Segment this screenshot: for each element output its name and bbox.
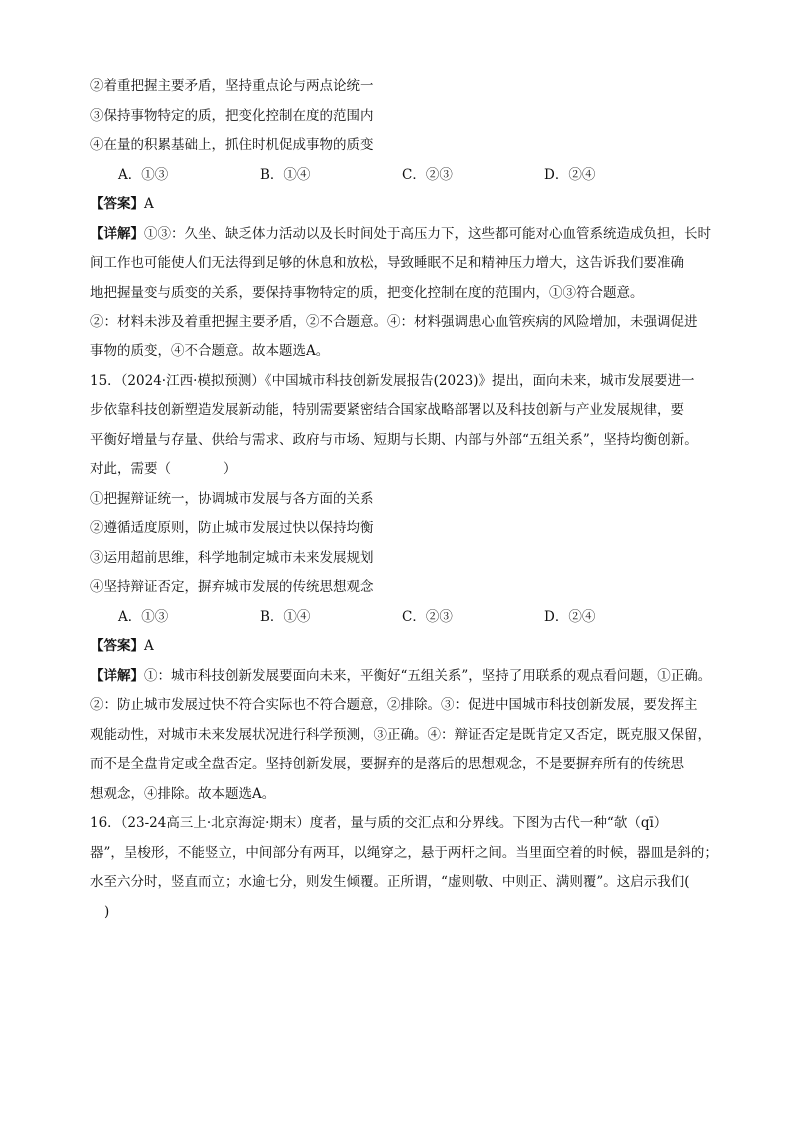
- q16-stem-line-3: 水至六分时，竖直而立；水逾七分，则发生倾覆。正所谓，“虚则敬、中则正、满则覆”。这启示我们(: [90, 874, 690, 890]
- q15-detail-line-5: 想观念，④排除。故本题选A。: [90, 786, 276, 802]
- q15-item-4: ④坚持辩证否定，摒弃城市发展的传统思想观念: [90, 579, 374, 595]
- q14-option-a: A．①③: [118, 167, 169, 183]
- q15-detail-line-2: ②：防止城市发展过快不符合实际也不符合题意，②排除。③：促进中国城市科技创新发展，要发挥主: [90, 697, 698, 713]
- q15-prompt: 对此，需要（ ）: [90, 461, 237, 477]
- q14-item-2: ②着重把握主要矛盾，坚持重点论与两点论统一: [90, 78, 374, 94]
- q15-option-c: C．②③: [402, 609, 453, 625]
- q14-options: [118, 166, 686, 184]
- q15-option-a: A．①③: [118, 609, 169, 625]
- q15-option-d: D．②④: [544, 609, 596, 625]
- q14-option-b: B．①④: [260, 167, 311, 183]
- q14-option-c: C．②③: [402, 167, 453, 183]
- detail-label: 【详解】: [90, 226, 144, 242]
- answer-label: 【答案】: [90, 638, 144, 654]
- q15-stem-line-1: 15．（2024·江西·模拟预测）《中国城市科技创新发展报告(2023)》提出，面向未来，城市发展要进一: [90, 373, 695, 389]
- q14-item-3: ③保持事物特定的质，把变化控制在度的范围内: [90, 108, 374, 124]
- q15-item-2: ②遵循适度原则，防止城市发展过快以保持均衡: [90, 520, 374, 536]
- q15-option-b: B．①④: [260, 609, 311, 625]
- q16-stem-line-2: 器”，呈梭形，不能竖立，中间部分有两耳，以绳穿之，悬于两杆之间。当里面空着的时候，器皿是斜的；: [90, 845, 718, 861]
- answer-value: A: [144, 196, 154, 212]
- q16-stem-line-1: 16．（23-24高三上·北京海淀·期末）度者，量与质的交汇点和分界线。下图为古代一种“欹（qī）: [90, 815, 668, 831]
- q14-answer: [90, 195, 154, 213]
- answer-label: 【答案】: [90, 196, 144, 212]
- q15-stem-line-3: 平衡好增量与存量、供给与需求、政府与市场、短期与长期、内部与外部“五组关系”，坚持均衡创新。: [90, 432, 698, 448]
- q14-detail-line-5: 事物的质变，④不合题意。故本题选A。: [90, 343, 330, 359]
- q15-item-1: ①把握辩证统一，协调城市发展与各方面的关系: [90, 491, 374, 507]
- q15-detail-line-1: 【详解】①：城市科技创新发展要面向未来，平衡好“五组关系”，坚持了用联系的观点看问题，①正确。: [90, 668, 712, 684]
- q14-item-4: ④在量的积累基础上，抓住时机促成事物的质变: [90, 137, 374, 153]
- q14-detail-line-3: 地把握量变与质变的关系，要保持事物特定的质，把变化控制在度的范围内，①③符合题意。: [90, 285, 644, 301]
- q14-detail-line-4: ②：材料未涉及着重把握主要矛盾，②不合题意。④：材料强调患心血管疾病的风险增加，未强调促进: [90, 314, 698, 330]
- q15-detail-line-3: 观能动性，对城市未来发展状况进行科学预测，③正确。④：辩证否定是既肯定又否定，既克服又保留，: [90, 727, 711, 743]
- detail-label: 【详解】: [90, 668, 144, 684]
- q15-item-3: ③运用超前思维，科学地制定城市未来发展规划: [90, 550, 374, 566]
- q14-detail-line-1: 【详解】①③：久坐、缺乏体力活动以及长时间处于高压力下，这些都可能对心血管系统造成负担，长时: [90, 226, 711, 242]
- q15-stem-line-2: 步依靠科技创新塑造发展新动能，特别需要紧密结合国家战略部署以及科技创新与产业发展规律，要: [90, 402, 684, 418]
- q15-detail-line-4: 而不是全盘肯定或全盘否定。坚持创新发展，要摒弃的是落后的思想观念，不是要摒弃所有的传统思: [90, 756, 684, 772]
- q14-detail-line-2: 间工作也可能使人们无法得到足够的休息和放松，导致睡眠不足和精神压力增大，这告诉我们要准确: [90, 255, 684, 271]
- q14-option-d: D．②④: [544, 167, 596, 183]
- q16-stem-line-4: ): [104, 904, 110, 920]
- q15-answer: [90, 637, 154, 655]
- q15-options: [118, 608, 686, 626]
- answer-value: A: [144, 638, 154, 654]
